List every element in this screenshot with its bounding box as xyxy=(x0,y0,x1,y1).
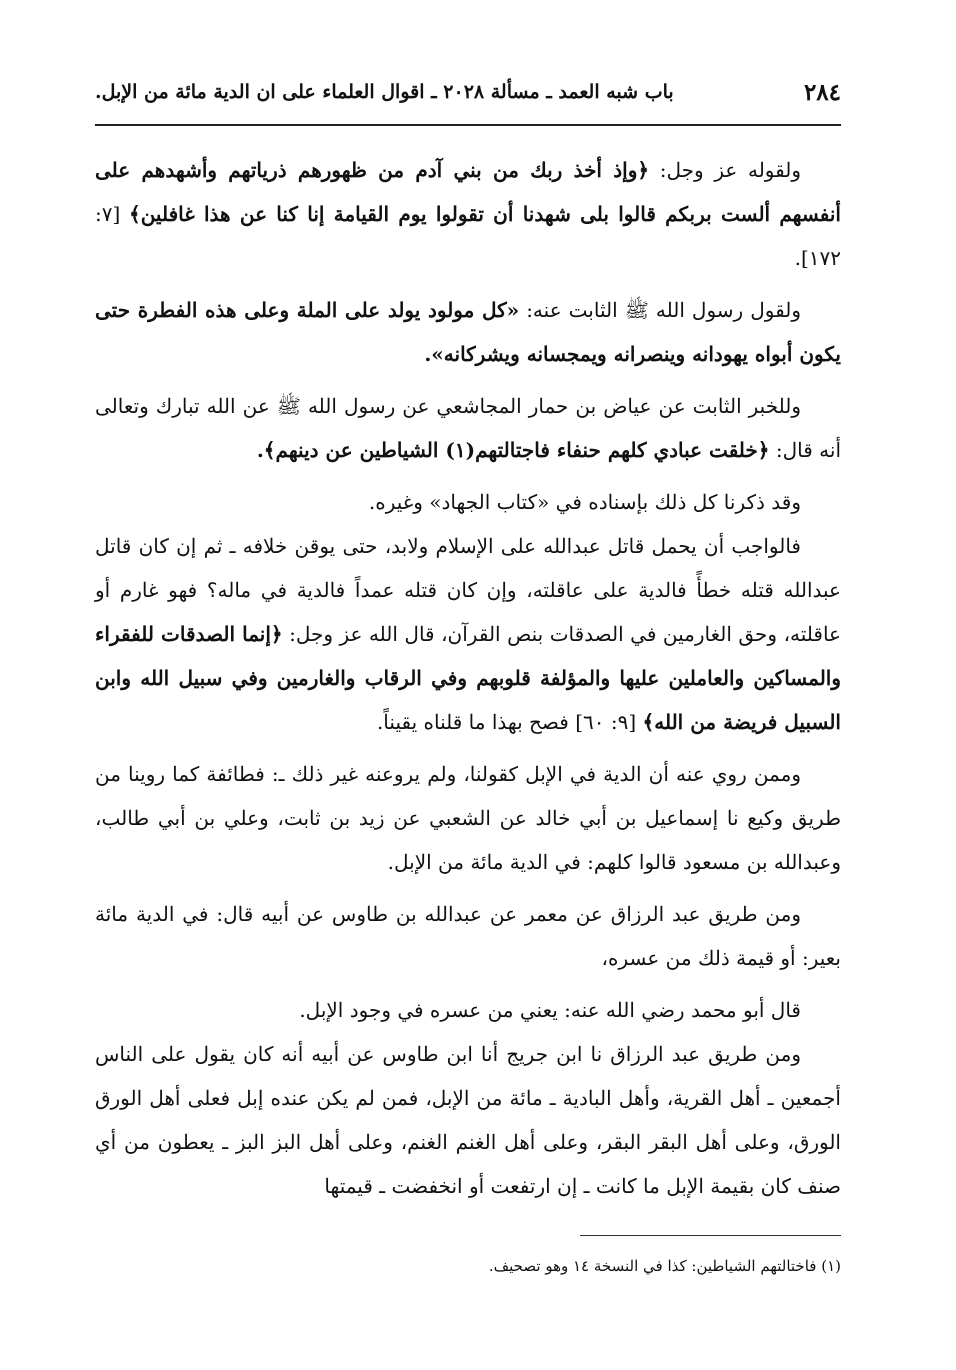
quran-quote: ﴿وإذ أخذ ربك من بني آدم من ظهورهم ذرياتهم وأشهدهم على أنفسهم ألست بربكم قالوا بلى شهدنا أن تقولوا يوم القيامة إنا كنا عن هذا غافلين﴾ xyxy=(95,158,841,226)
quran-quote: ﴿إنما الصدقات للفقراء والمساكين والعاملين عليها والمؤلفة قلوبهم وفي الرقاب والغارمين وفي سبيل الله وابن السبيل فريضة من الله﴾ xyxy=(95,622,841,734)
running-title: باب شبه العمد ـ مسألة ٢٠٢٨ ـ اقوال العلماء على ان الدية مائة من الإبل. xyxy=(95,81,674,103)
paragraph: وممن روي عنه أن الدية في الإبل كقولنا، ولم يروعنه غير ذلك ـ: فطائفة كما روينا من طريق وكيع نا إسماعيل بن أبي خالد عن الشعبي عن زيد بن ثابت، وعلي بن أبي طالب، وعبدالله بن مسعود قالوا كلهم: في الدية مائة من الإبل. xyxy=(95,762,841,874)
body-text xyxy=(95,148,841,1216)
page-number: ٢٨٤ xyxy=(803,78,841,106)
paragraph: وقد ذكرنا كل ذلك بإسناده في «كتاب الجهاد» وغيره. xyxy=(368,490,801,514)
paragraph: وللخبر الثابت عن عياض بن حمار المجاشعي عن رسول الله ﷺ عن الله تبارك وتعالى أنه قال: ﴿خلقت عبادي كلهم حنفاء فاجتالتهم(١) الشياطين عن دينهم﴾. xyxy=(95,394,841,462)
paragraph: ومن طريق عبد الرزاق عن معمر عن عبدالله بن طاوس عن أبيه قال: في الدية مائة بعير: أو قيمة ذلك من عسره، xyxy=(95,902,841,970)
paragraph: ومن طريق عبد الرزاق نا ابن جريج أنا ابن طاوس عن أبيه أنه كان يقول على الناس أجمعين ـ أهل القرية، وأهل البادية ـ مائة من الإبل، فمن لم يكن عنده إبل فعلى أهل الورق الورق، وعلى أهل البقر البقر، وعلى أهل الغنم الغنم، وعلى أهل البز البز ـ يعطون من أي صنف كان بقيمة الإبل ما كانت ـ إن ارتفعت أو انخفضت ـ قيمتها xyxy=(95,1042,841,1198)
footnote: (١) فاختالتهم الشياطين: كذا في النسخة ١٤ وهو تصحيف. xyxy=(488,1257,841,1275)
paragraph: ولقول رسول الله ﷺ الثابت عنه: «كل مولود يولد على الملة وعلى هذه الفطرة حتى يكون أبواه يهودانه وينصرانه ويمجسانه ويشركانه». xyxy=(95,298,841,366)
header-rule xyxy=(95,124,841,126)
hadith-quote: «كل مولود يولد على الملة وعلى هذه الفطرة حتى يكون أبواه يهودانه وينصرانه ويمجسانه ويشركانه». xyxy=(95,298,841,366)
footnote-rule xyxy=(580,1235,841,1236)
page-header xyxy=(95,72,841,112)
hadith-quote: ﴿خلقت عبادي كلهم حنفاء فاجتالتهم(١) الشياطين عن دينهم﴾. xyxy=(256,438,770,462)
paragraph: قال أبو محمد رضي الله عنه: يعني من عسره في وجود الإبل. xyxy=(299,998,801,1022)
paragraph: ولقوله عز وجل: ﴿وإذ أخذ ربك من بني آدم من ظهورهم ذرياتهم وأشهدهم على أنفسهم ألست بربكم قالوا بلى شهدنا أن تقولوا يوم القيامة إنا كنا عن هذا غافلين﴾ [٧: ١٧٢]. xyxy=(95,158,841,270)
paragraph: فالواجب أن يحمل قاتل عبدالله على الإسلام ولابد، حتى يوقن خلافه ـ ثم إن كان قاتل عبدالله قتله خطأً فالدية على عاقلته، وإن كان قتله عمداً فالدية في ماله؟ فهو غارم أو عاقلته، وحق الغارمين في الصدقات بنص القرآن، قال الله عز وجل: ﴿إنما الصدقات للفقراء والمساكين والعاملين عليها والمؤلفة قلوبهم وفي الرقاب والغارمين وفي سبيل الله وابن السبيل فريضة من الله﴾ [٩: ٦٠] فصح بهذا ما قلناه يقيناً. xyxy=(95,534,841,734)
